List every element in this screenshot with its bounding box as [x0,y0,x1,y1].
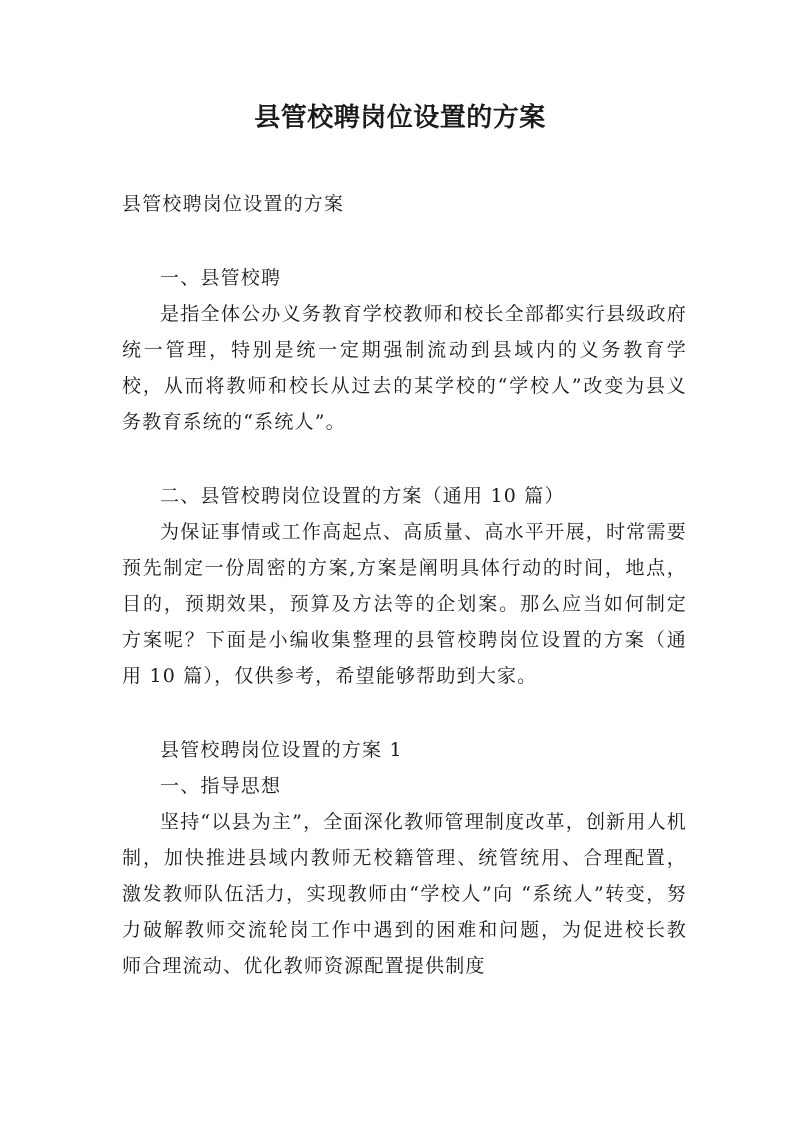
section-1-heading: 一、县管校聘 [160,267,282,289]
plan-1-paragraph: 坚持“以县为主”，全面深化教师管理制度改革，创新用人机制，加快推进县域内教师无校籍管理、统管统用、合理配置，激发教师队伍活力，实现教师由“学校人”向 “系统人”转变，努力破解教师交流轮岗工作中遇到的困难和问题，为促进校长教师合理流动、优化教师资源配置提供制度 [122,811,687,977]
section-2-heading: 二、县管校聘岗位设置的方案（通用 10 篇） [160,485,565,507]
plan-1-subheading: 一、指导思想 [160,775,282,797]
document-body [122,186,687,984]
document-subtitle: 县管校聘岗位设置的方案 [122,193,345,215]
section-1-paragraph: 是指全体公办义务教育学校教师和校长全部都实行县级政府统一管理，特别是统一定期强制流动到县域内的义务教育学校，从而将教师和校长从过去的某学校的“学校人”改变为县义务教育系统的“系统人”。 [122,303,687,433]
document-title: 县管校聘岗位设置的方案 [254,103,546,133]
plan-1-heading: 县管校聘岗位设置的方案 1 [160,739,403,761]
section-2-paragraph: 为保证事情或工作高起点、高质量、高水平开展，时常需要预先制定一份周密的方案,方案是阐明具体行动的时间，地点，目的，预期效果，预算及方法等的企划案。那么应当如何制定方案呢？下面是小编收集整理的县管校聘岗位设置的方案（通用 10 篇），仅供参考，希望能够帮助到大家。 [122,521,687,687]
